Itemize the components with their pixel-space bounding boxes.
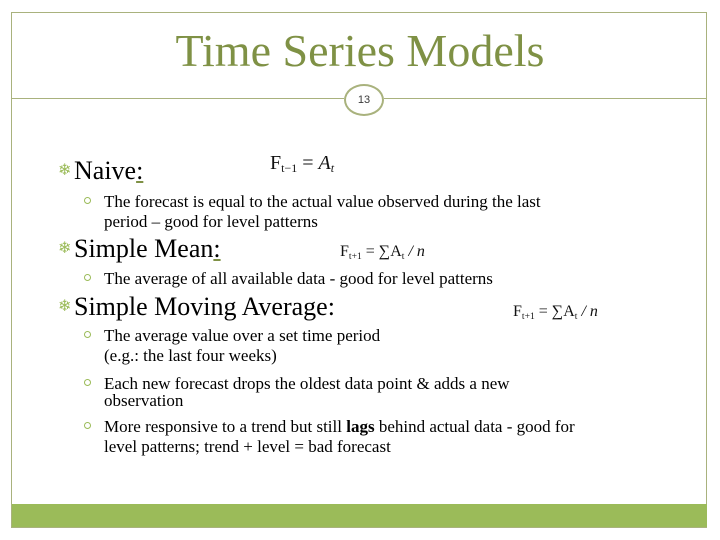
leaf-bullet-icon: ❄ — [58, 298, 72, 315]
formula-sma-lhs-sub: t+1 — [521, 311, 535, 322]
leaf-bullet-icon: ❄ — [58, 240, 72, 257]
formula-simple-mean — [340, 243, 425, 262]
heading-naive-text: Naive — [74, 156, 137, 185]
sma-item-3-post: behind actual data - good for — [374, 417, 575, 436]
sma-item-1-line-1: The average value over a set time period — [104, 326, 381, 345]
naive-item-1 — [84, 192, 541, 232]
formula-simple-moving-average — [513, 303, 598, 322]
formula-naive-eq: = — [297, 152, 319, 174]
slide-title: Time Series Models — [175, 25, 545, 76]
heading-naive — [58, 156, 143, 186]
leaf-bullet-icon: ❄ — [58, 162, 72, 179]
formula-simple-mean-rhs-sub: t — [401, 251, 405, 262]
simple-mean-item-1-line-1: The average of all available data - good for level patterns — [104, 269, 493, 288]
formula-simple-mean-lhs-sub: t+1 — [348, 251, 362, 262]
sma-item-2-line-1: Each new forecast drops the oldest data point & adds a new — [104, 374, 510, 393]
heading-simple-mean — [58, 234, 221, 264]
sma-item-3-line-2: level patterns; trend + level = bad forecast — [104, 437, 391, 456]
formula-naive-lhs-sub: t−1 — [281, 161, 298, 175]
footer-bar — [12, 504, 707, 527]
sma-item-3 — [84, 417, 575, 457]
formula-naive-rhs: A — [318, 152, 331, 174]
sma-item-1 — [84, 326, 380, 366]
formula-naive-rhs-sub: t — [330, 161, 335, 175]
sma-item-2-line-2: observation — [104, 391, 184, 410]
formula-sma-eq: = ∑A — [534, 303, 575, 320]
ring-bullet-icon — [84, 331, 91, 338]
formula-simple-mean-lhs: F — [340, 243, 349, 260]
formula-sma-tail: / n — [577, 303, 598, 320]
heading-naive-colon: : — [136, 156, 144, 185]
sma-item-1-line-2: (e.g.: the last four weeks) — [104, 346, 277, 365]
sma-item-3-pre: More responsive to a trend but still — [104, 417, 347, 436]
formula-simple-mean-eq: = ∑A — [361, 243, 402, 260]
simple-mean-item-1 — [84, 269, 493, 289]
formula-sma-lhs: F — [513, 303, 522, 320]
slide-number-badge: 13 — [344, 84, 384, 116]
heading-simple-moving-average-text: Simple Moving Average: — [74, 292, 335, 321]
naive-item-1-line-2: period – good for level patterns — [104, 212, 318, 231]
ring-bullet-icon — [84, 197, 91, 204]
ring-bullet-icon — [84, 274, 91, 281]
heading-simple-mean-text: Simple Mean — [74, 234, 214, 263]
sma-item-2 — [84, 374, 510, 408]
heading-simple-mean-colon: : — [213, 234, 221, 263]
naive-item-1-line-1: The forecast is equal to the actual value observed during the last — [104, 192, 541, 211]
sma-item-3-bold: lags — [346, 417, 375, 436]
formula-naive-lhs: F — [270, 152, 282, 174]
formula-sma-rhs-sub: t — [574, 311, 578, 322]
title-divider-left — [11, 98, 344, 99]
formula-simple-mean-tail: / n — [404, 243, 425, 260]
sma-item-3-line-1 — [104, 417, 575, 437]
ring-bullet-icon — [84, 379, 91, 386]
formula-naive — [270, 152, 334, 176]
ring-bullet-icon — [84, 422, 91, 429]
heading-simple-moving-average — [58, 292, 335, 322]
title-divider-right — [384, 98, 707, 99]
